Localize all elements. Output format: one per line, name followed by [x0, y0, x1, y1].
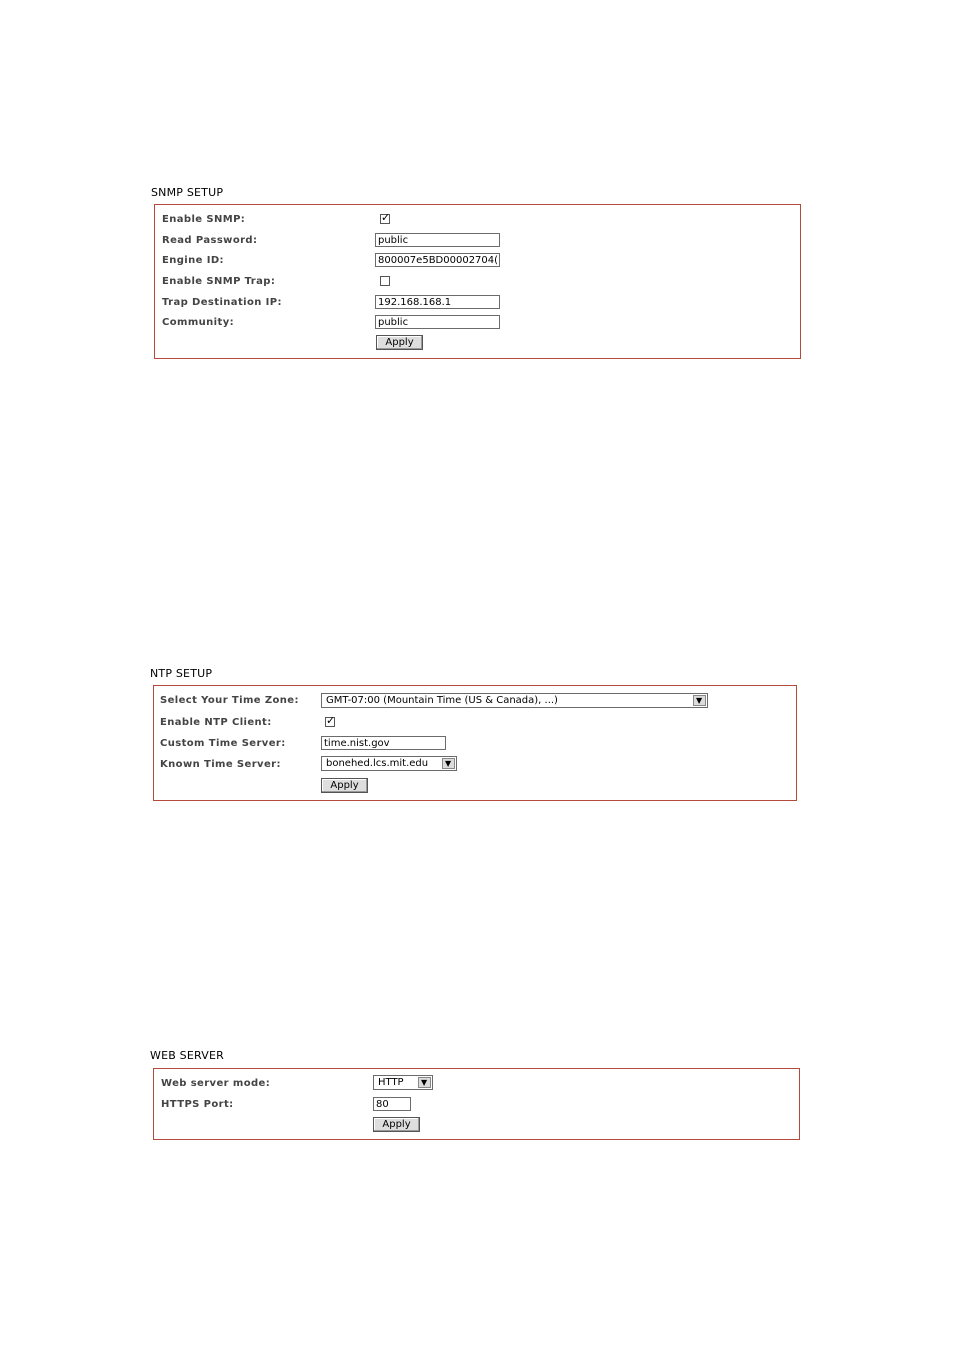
enable-snmp-label: Enable SNMP:: [162, 214, 246, 225]
ntp-panel: [153, 685, 797, 801]
https-port-field[interactable]: 80: [373, 1097, 411, 1111]
web-apply-button[interactable]: Apply: [373, 1117, 420, 1132]
web-server-mode-select[interactable]: [373, 1075, 433, 1090]
enable-ntp-label: Enable NTP Client:: [160, 717, 272, 728]
enable-snmp-checkbox[interactable]: [380, 211, 391, 224]
community-label: Community:: [162, 317, 235, 328]
enable-snmp-trap-label: Enable SNMP Trap:: [162, 276, 276, 287]
snmp-section-title: SNMP SETUP: [151, 186, 224, 199]
read-password-field[interactable]: public: [375, 233, 500, 247]
web-server-mode-label: Web server mode:: [161, 1078, 271, 1089]
known-time-server-label: Known Time Server:: [160, 759, 281, 770]
checkmark-icon: ✓: [381, 211, 391, 224]
dropdown-arrow-icon[interactable]: ▼: [418, 1077, 431, 1088]
known-time-server-select[interactable]: [321, 756, 457, 771]
checkmark-icon: ✓: [326, 714, 336, 727]
custom-time-server-label: Custom Time Server:: [160, 738, 286, 749]
engine-id-field[interactable]: 800007e5BD00002704(: [375, 253, 500, 267]
https-port-label: HTTPS Port:: [161, 1099, 234, 1110]
read-password-label: Read Password:: [162, 235, 258, 246]
ntp-section-title: NTP SETUP: [150, 667, 213, 680]
known-time-server-value: bonehed.lcs.mit.edu: [326, 758, 429, 769]
trap-destination-ip-label: Trap Destination IP:: [162, 297, 282, 308]
trap-destination-ip-field[interactable]: 192.168.168.1: [375, 295, 500, 309]
community-field[interactable]: public: [375, 315, 500, 329]
time-zone-value: GMT-07:00 (Mountain Time (US & Canada), ...): [326, 695, 558, 706]
enable-ntp-checkbox[interactable]: [325, 714, 336, 727]
enable-snmp-trap-checkbox[interactable]: [380, 276, 390, 286]
dropdown-arrow-icon[interactable]: ▼: [442, 758, 455, 769]
dropdown-arrow-icon[interactable]: ▼: [693, 695, 706, 706]
time-zone-select[interactable]: [321, 693, 708, 708]
web-server-mode-value: HTTP: [378, 1077, 404, 1088]
custom-time-server-field[interactable]: time.nist.gov: [321, 736, 446, 750]
web-panel: [153, 1068, 800, 1140]
snmp-apply-button[interactable]: Apply: [376, 335, 423, 350]
engine-id-label: Engine ID:: [162, 255, 224, 266]
ntp-apply-button[interactable]: Apply: [321, 778, 368, 793]
web-section-title: WEB SERVER: [150, 1049, 224, 1062]
time-zone-label: Select Your Time Zone:: [160, 695, 299, 706]
snmp-panel: [154, 204, 801, 359]
